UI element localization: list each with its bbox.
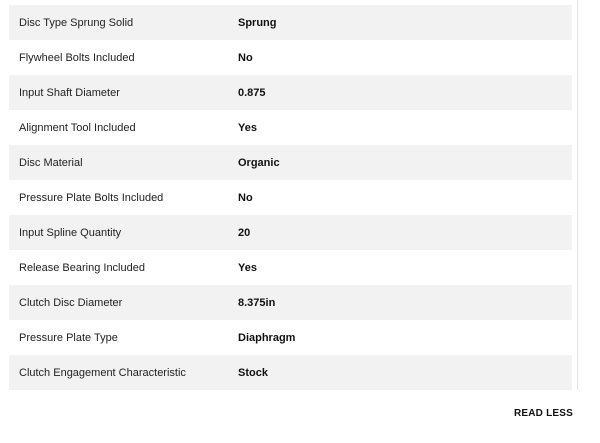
spec-value: 20 <box>238 226 251 239</box>
spec-value: Stock <box>238 366 268 379</box>
spec-value: No <box>238 191 253 204</box>
spec-row <box>9 145 572 180</box>
spec-value: 8.375in <box>238 296 276 309</box>
read-less-link[interactable]: READ LESS <box>513 408 573 419</box>
spec-row <box>9 250 572 285</box>
spec-name: Clutch Disc Diameter <box>19 296 123 309</box>
spec-value: Diaphragm <box>238 331 296 344</box>
spec-row <box>9 5 572 40</box>
spec-row <box>9 355 572 390</box>
spec-name: Alignment Tool Included <box>19 121 136 134</box>
spec-value: Organic <box>238 156 280 169</box>
spec-table <box>9 5 572 390</box>
spec-name: Flywheel Bolts Included <box>19 51 135 64</box>
spec-name: Pressure Plate Bolts Included <box>19 191 164 204</box>
panel-edge-divider <box>577 0 578 390</box>
spec-name: Pressure Plate Type <box>19 331 118 344</box>
spec-row <box>9 320 572 355</box>
spec-value: Yes <box>238 121 257 134</box>
spec-value: Yes <box>238 261 257 274</box>
spec-row <box>9 110 572 145</box>
spec-row <box>9 75 572 110</box>
spec-row <box>9 285 572 320</box>
spec-value: 0.875 <box>238 86 266 99</box>
spec-name: Clutch Engagement Characteristic <box>19 366 186 379</box>
spec-row <box>9 215 572 250</box>
spec-name: Disc Type Sprung Solid <box>19 16 134 29</box>
spec-name: Release Bearing Included <box>19 261 145 274</box>
spec-name: Disc Material <box>19 156 83 169</box>
spec-value: Sprung <box>238 16 277 29</box>
spec-row <box>9 180 572 215</box>
spec-name: Input Spline Quantity <box>19 226 122 239</box>
spec-row <box>9 40 572 75</box>
spec-value: No <box>238 51 253 64</box>
spec-name: Input Shaft Diameter <box>19 86 120 99</box>
